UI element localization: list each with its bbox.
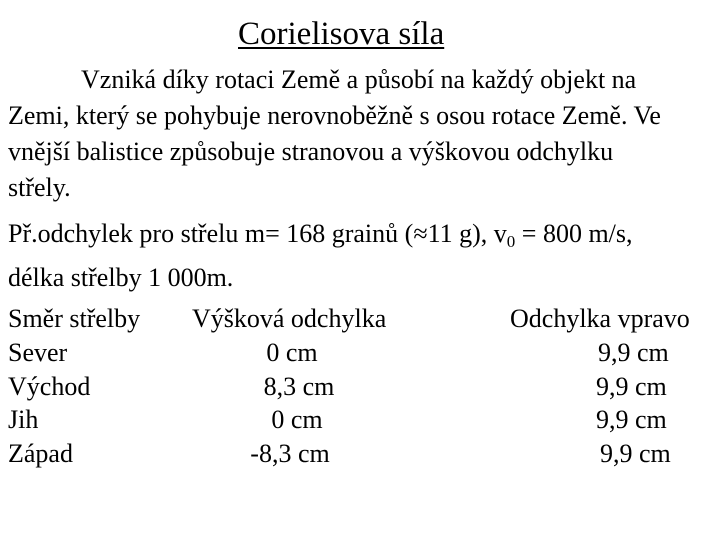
paragraph-line: střely.: [8, 173, 71, 202]
example-line-2: délka střelby 1 000m.: [8, 263, 234, 292]
paragraph-line: Zemi, který se pohybuje nerovnoběžně s osou rotace Země. Ve: [8, 101, 661, 130]
row-right: 9,9 cm: [596, 372, 667, 401]
example-line-1: [8, 216, 720, 260]
description-paragraph: [8, 62, 720, 206]
row-right: 9,9 cm: [600, 439, 671, 468]
row-vertical: 8,3 cm: [263, 372, 335, 401]
header-vertical: Výšková odchylka: [192, 304, 387, 333]
row-vertical: 0 cm: [266, 338, 318, 367]
row-vertical: -8,3 cm: [250, 439, 330, 468]
example-mid: 11 g), v: [427, 219, 507, 248]
paragraph-line: [8, 62, 720, 98]
paragraph-line: vnější balistice způsobuje stranovou a výškovou odchylku: [8, 137, 614, 166]
paragraph-line-text: Vzniká díky rotaci Země a působí na každý objekt na: [81, 65, 637, 94]
row-vertical: 0 cm: [271, 405, 323, 434]
row-direction: Sever: [8, 338, 68, 367]
header-direction: Směr střelby: [8, 304, 141, 333]
row-right: 9,9 cm: [596, 405, 667, 434]
row-direction: Jih: [8, 405, 39, 434]
approx-symbol: ≈: [413, 219, 428, 248]
header-right: Odchylka vpravo: [510, 304, 690, 333]
velocity-subscript: 0: [506, 232, 516, 251]
row-direction: Západ: [8, 439, 73, 468]
example-paragraph: [8, 216, 720, 296]
example-suffix: = 800 m/s,: [515, 219, 633, 248]
page-title: Corielisova síla: [238, 16, 445, 52]
row-right: 9,9 cm: [598, 338, 669, 367]
row-direction: Východ: [8, 372, 91, 401]
example-prefix: Př.odchylek pro střelu m= 168 grainů (: [8, 219, 414, 248]
